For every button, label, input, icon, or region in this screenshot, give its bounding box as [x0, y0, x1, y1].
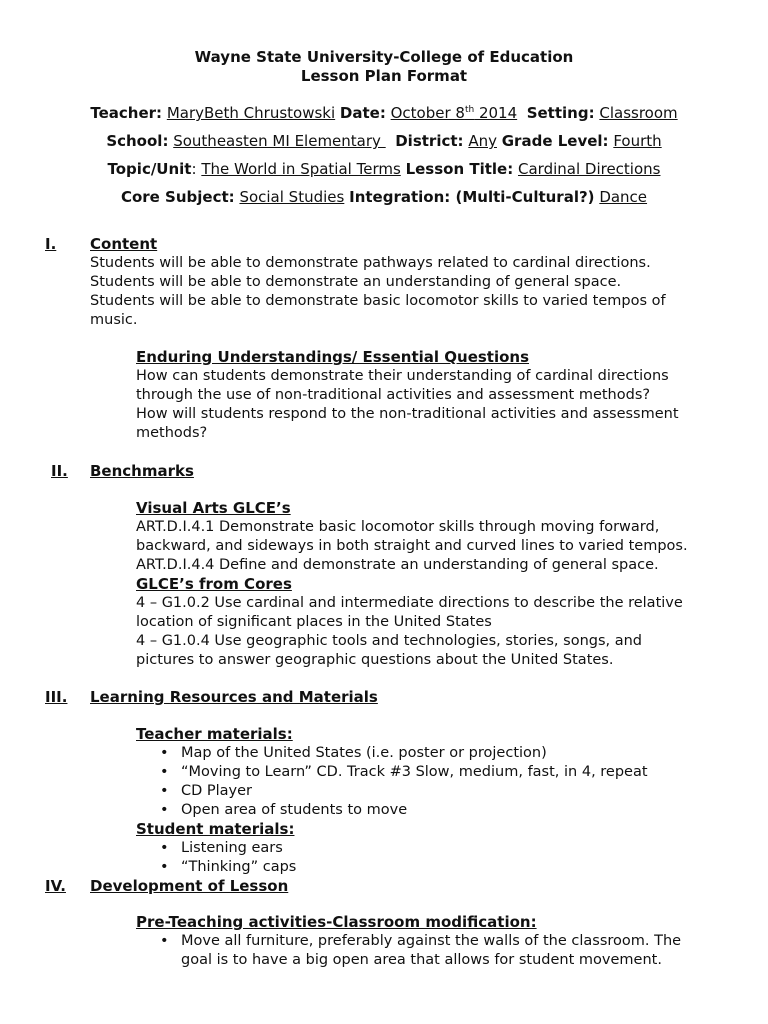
list-item-text: goal is to have a big open area that allows for student movement.: [181, 952, 662, 968]
list-item: [136, 858, 648, 877]
topic-label: Topic/Unit: [107, 160, 192, 178]
benchmark-line: 4 – G1.0.4 Use geographic tools and technologies, stories, songs, and: [136, 633, 643, 649]
meta-row-topic: [0, 159, 768, 179]
meta-row-school: [0, 131, 768, 151]
document-subtitle: Lesson Plan Format: [300, 67, 468, 85]
school-value: Southeasten MI Elementary: [173, 132, 386, 150]
school-label: School:: [106, 132, 169, 150]
list-item-text: Listening ears: [181, 840, 283, 856]
pre-teaching-title: Pre-Teaching activities-Classroom modification:: [136, 913, 537, 931]
section-3-title: Learning Resources and Materials: [90, 688, 378, 706]
benchmark-line: pictures to answer geographic questions about the United States.: [136, 652, 614, 668]
eu-line: How will students respond to the non-traditional activities and assessment: [136, 406, 679, 422]
development-body: [136, 913, 681, 970]
section-2-title: Benchmarks: [90, 462, 194, 480]
bullet-icon: •: [160, 859, 169, 875]
visual-arts-glce-title: Visual Arts GLCE’s: [136, 499, 291, 517]
content-line: Students will be able to demonstrate pathways related to cardinal directions.: [90, 255, 651, 271]
document-title: Wayne State University-College of Education: [194, 48, 574, 66]
date-value-suffix: th: [464, 105, 475, 115]
grade-level-value: Fourth: [613, 132, 662, 150]
section-1-numeral: I.: [45, 235, 57, 253]
bullet-icon: •: [160, 802, 169, 818]
date-label: Date:: [339, 104, 386, 122]
integration-value: Dance: [599, 188, 648, 206]
list-item-text: Move all furniture, preferably against the walls of the classroom. The: [181, 933, 682, 949]
section-1-title: Content: [90, 235, 158, 253]
benchmark-line: ART.D.I.4.4 Define and demonstrate an understanding of general space.: [136, 557, 659, 573]
date-value: [391, 104, 518, 122]
lesson-title-label: Lesson Title:: [405, 160, 514, 178]
core-subject-label: Core Subject:: [120, 188, 235, 206]
teacher-value: MaryBeth Chrustowski: [166, 104, 336, 122]
bullet-icon: •: [160, 745, 169, 761]
list-item-text: CD Player: [181, 783, 253, 799]
grade-level-label: Grade Level:: [501, 132, 609, 150]
benchmark-line: location of significant places in the United States: [136, 614, 492, 630]
section-4-numeral: IV.: [45, 877, 66, 895]
eu-line: How can students demonstrate their understanding of cardinal directions: [136, 368, 669, 384]
list-item: [136, 932, 681, 951]
benchmark-line: 4 – G1.0.2 Use cardinal and intermediate directions to describe the relative: [136, 595, 683, 611]
content-line: music.: [90, 312, 138, 328]
teacher-materials-title: Teacher materials:: [136, 725, 293, 743]
student-materials-title: Student materials:: [136, 820, 295, 838]
content-line: Students will be able to demonstrate basic locomotor skills to varied tempos of: [90, 293, 666, 309]
section-3-numeral: III.: [45, 688, 68, 706]
section-2-numeral: II.: [51, 462, 68, 480]
core-subject-value: Social Studies: [239, 188, 345, 206]
list-item: [136, 763, 648, 782]
content-line: Students will be able to demonstrate an understanding of general space.: [90, 274, 622, 290]
bullet-icon: •: [160, 840, 169, 856]
content-objectives: [90, 254, 666, 330]
meta-row-teacher: [0, 103, 768, 123]
glce-cores-title: GLCE’s from Cores: [136, 575, 292, 593]
bullet-icon: •: [160, 764, 169, 780]
list-item: [136, 839, 648, 858]
teacher-label: Teacher:: [90, 104, 163, 122]
list-item-continuation: [136, 951, 681, 970]
enduring-understandings-title: Enduring Understandings/ Essential Questions: [136, 348, 530, 366]
benchmark-line: ART.D.I.4.1 Demonstrate basic locomotor skills through moving forward,: [136, 519, 660, 535]
list-item: [136, 744, 648, 763]
lesson-title-value: Cardinal Directions: [518, 160, 661, 178]
list-item-text: Open area of students to move: [181, 802, 408, 818]
list-item-text: “Moving to Learn” CD. Track #3 Slow, medium, fast, in 4, repeat: [181, 764, 648, 780]
benchmarks-body: [136, 499, 688, 670]
list-item-text: Map of the United States (i.e. poster or projection): [181, 745, 547, 761]
bullet-icon: •: [160, 933, 169, 949]
setting-value: Classroom: [599, 104, 678, 122]
teacher-materials-list: [136, 744, 648, 820]
meta-row-core: [0, 187, 768, 207]
eu-line: methods?: [136, 425, 208, 441]
district-label: District:: [395, 132, 464, 150]
resources-body: [136, 725, 648, 877]
list-item: [136, 801, 648, 820]
enduring-understandings: [136, 348, 679, 443]
benchmark-line: backward, and sideways in both straight and curved lines to varied tempos.: [136, 538, 688, 554]
pre-teaching-list: [136, 932, 681, 970]
list-item-text: “Thinking” caps: [181, 859, 297, 875]
date-value-year: 2014: [474, 104, 518, 122]
setting-label: Setting:: [526, 104, 595, 122]
bullet-icon: •: [160, 783, 169, 799]
date-value-main: October 8: [390, 104, 465, 122]
integration-label: Integration: (Multi-Cultural?): [349, 188, 595, 206]
list-item: [136, 782, 648, 801]
eu-line: through the use of non-traditional activities and assessment methods?: [136, 387, 651, 403]
topic-value: The World in Spatial Terms: [201, 160, 401, 178]
district-value: Any: [468, 132, 497, 150]
topic-colon: :: [191, 160, 197, 178]
section-4-title: Development of Lesson: [90, 877, 289, 895]
student-materials-list: [136, 839, 648, 877]
